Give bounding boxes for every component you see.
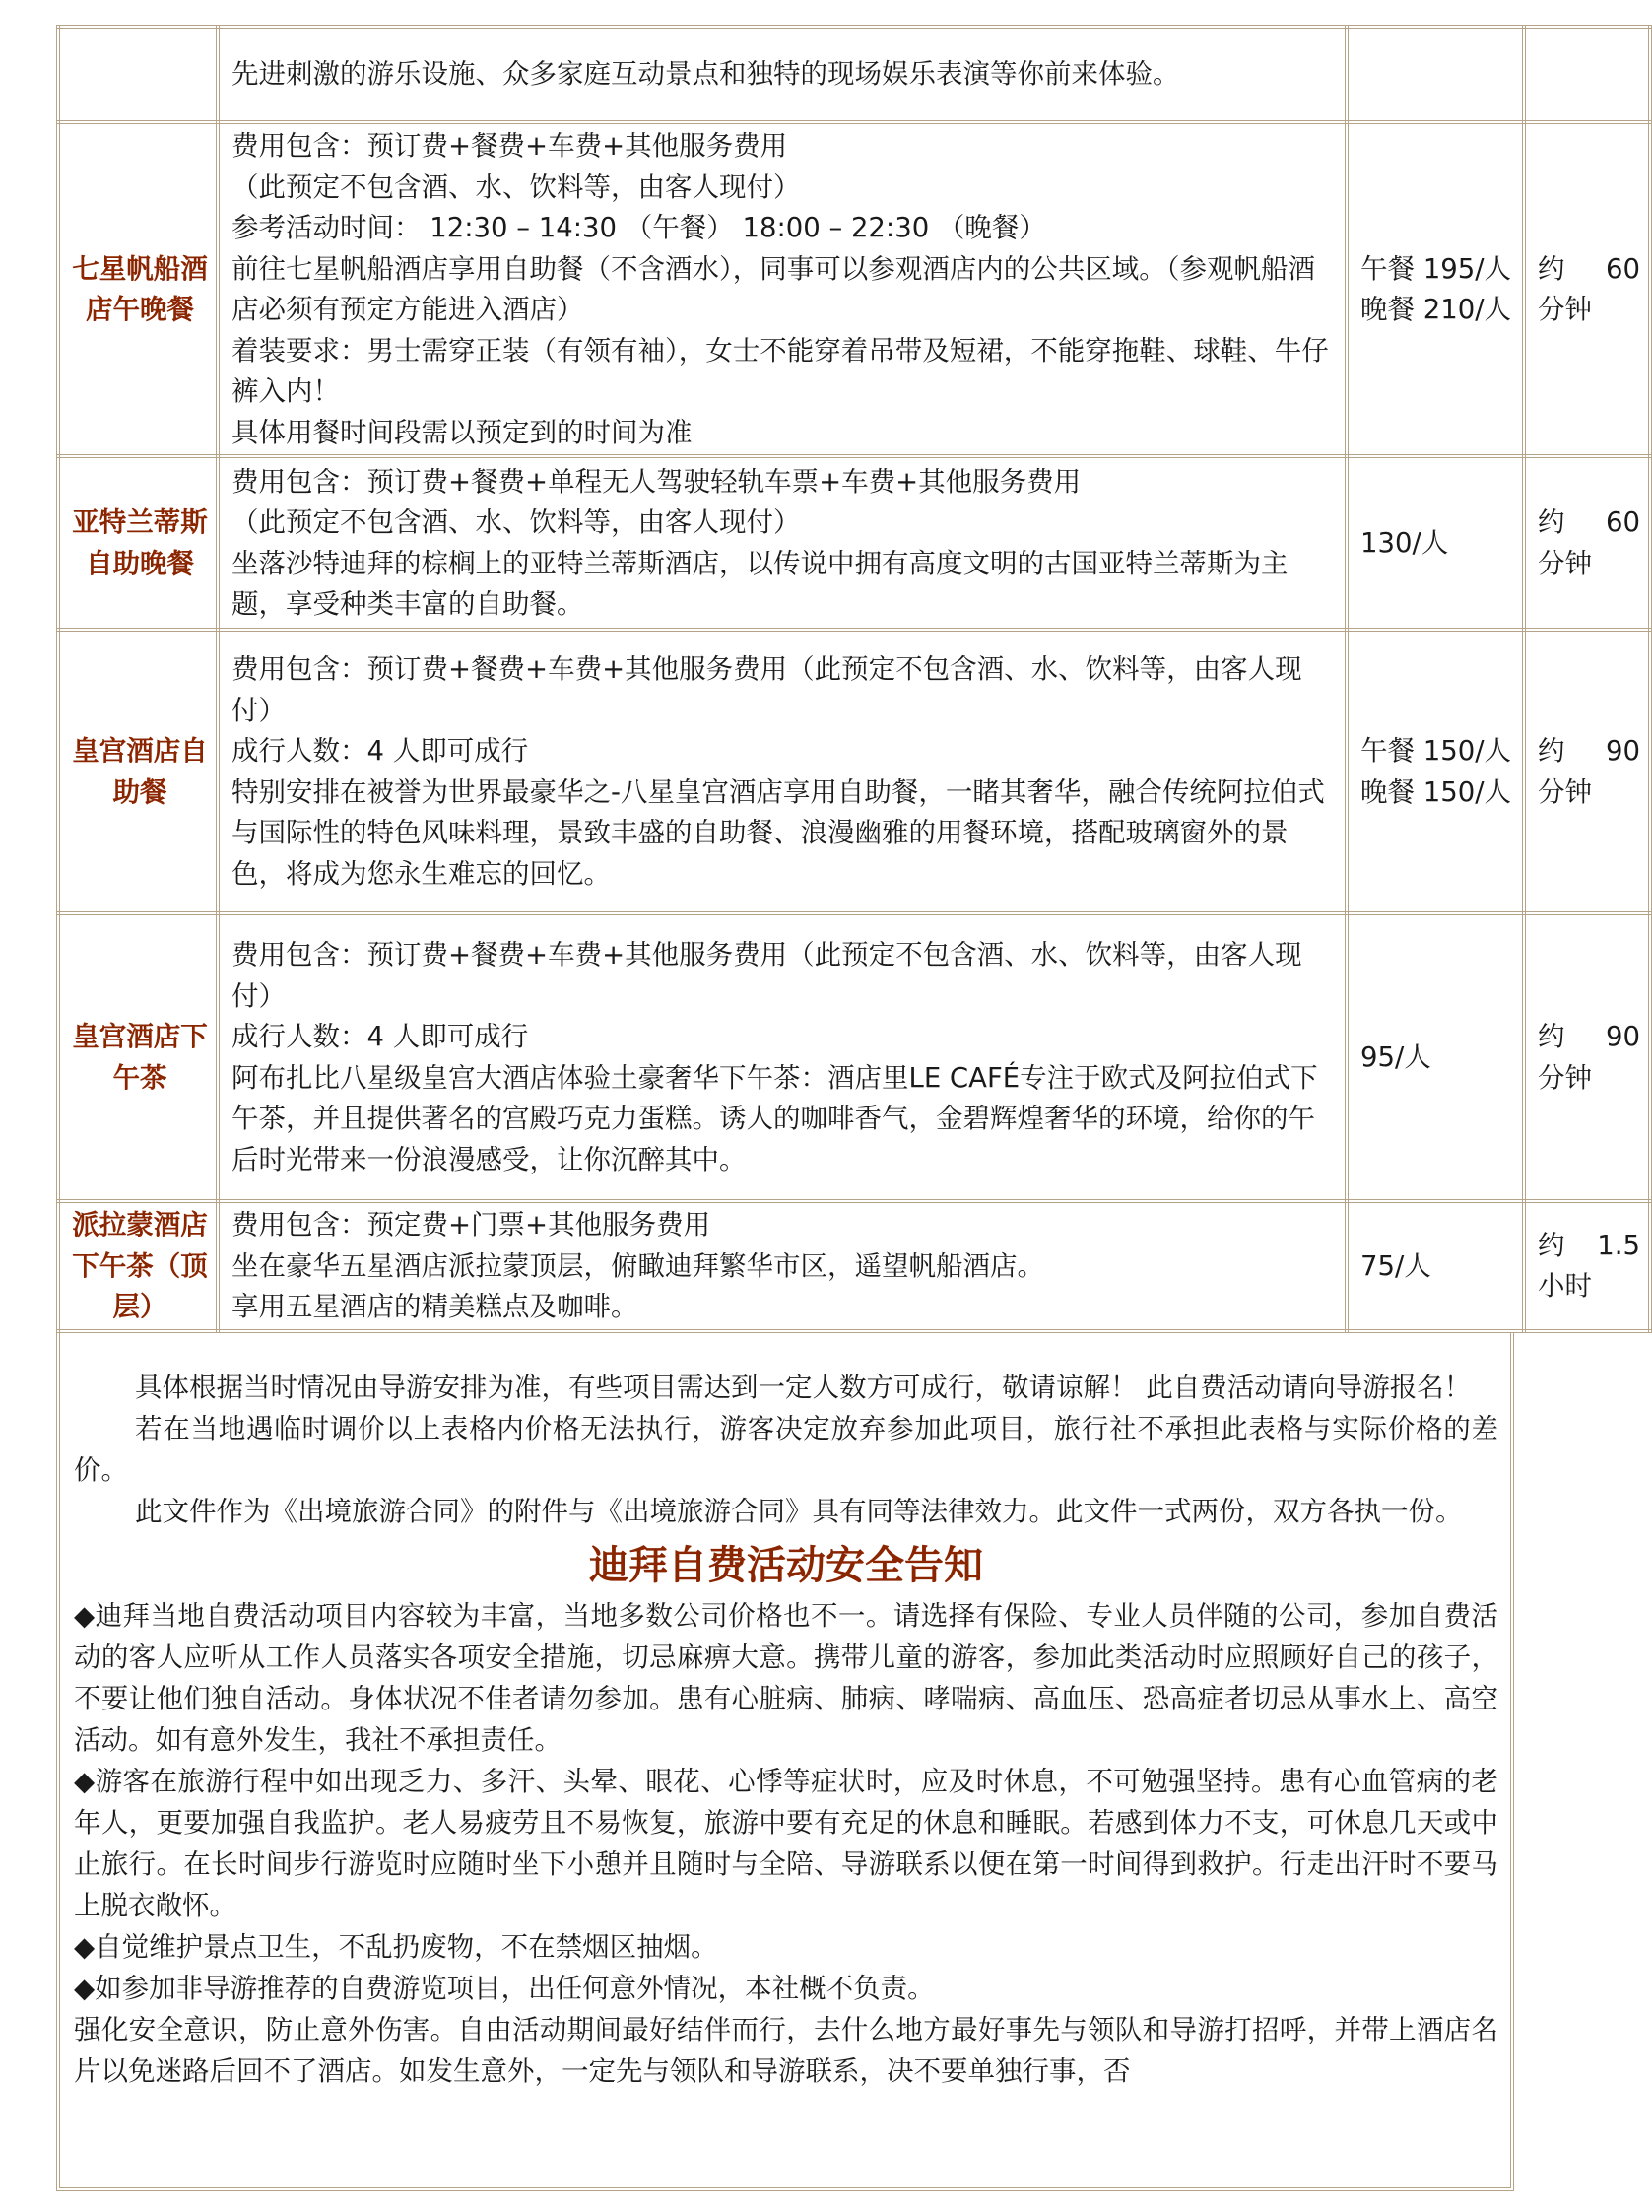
activity-duration: 约 90 分钟 — [1524, 913, 1650, 1201]
activity-duration — [1524, 27, 1650, 122]
activity-name: 派拉蒙酒店下午茶（顶层） — [58, 1201, 218, 1331]
table-row — [58, 456, 1650, 630]
safety-item: ◆如参加非导游推荐的自费游览项目，出任何意外情况，本社概不负责。 — [74, 1972, 935, 2004]
safety-item: ◆迪拜当地自费活动项目内容较为丰富，当地多数公司价格也不一。请选择有保险、专业人员伴随的公司，参加自费活动的客人应听从工作人员落实各项安全措施，切忌麻痹大意。携带儿童的游客，参加此类活动时应照顾好自己的孩子，不要让他们独自活动。身体状况不佳者请勿参加。患有心脏病、肺病、哮喘病、高血压、恐高症者切忌从事水上、高空活动。如有意外发生，我社不承担责任。 — [74, 1599, 1498, 1756]
safety-item: ◆自觉维护景点卫生，不乱扔废物，不在禁烟区抽烟。 — [74, 1930, 718, 1963]
activity-price: 午餐 150/人 晚餐 150/人 — [1347, 630, 1524, 913]
note-paragraph: 若在当地遇临时调价以上表格内价格无法执行，游客决定放弃参加此项目，旅行社不承担此表格与实际价格的差价。 — [74, 1412, 1498, 1486]
notes-section — [56, 1333, 1514, 2191]
safety-notice-title: 迪拜自费活动安全告知 — [589, 1541, 983, 1588]
activity-duration: 约 60 分钟 — [1524, 122, 1650, 456]
document-page — [56, 25, 1640, 2191]
self-paid-activities-table — [56, 25, 1652, 1333]
activity-duration: 约 1.5 小时 — [1524, 1201, 1650, 1331]
activity-price — [1347, 27, 1524, 122]
table-row — [58, 913, 1650, 1201]
activity-price: 95/人 — [1347, 913, 1524, 1201]
activity-description: 费用包含：预订费+餐费+车费+其他服务费用（此预定不包含酒、水、饮料等，由客人现付） 成行人数：4 人即可成行 特别安排在被誉为世界最豪华之-八星皇宫酒店享用自助餐，一睹其奢华，融合传统阿拉伯式与国际性的特色风味料理，景致丰盛的自助餐、浪漫幽雅的用餐环境，搭配玻璃窗外的景色，将成为您永生难忘的回忆。 — [218, 630, 1347, 913]
activity-name: 亚特兰蒂斯自助晚餐 — [58, 456, 218, 630]
table-row — [58, 122, 1650, 456]
note-paragraph: 具体根据当时情况由导游安排为准，有些项目需达到一定人数方可成行，敬请谅解！ 此自费活动请向导游报名！ — [135, 1371, 1472, 1403]
activity-price: 75/人 — [1347, 1201, 1524, 1331]
safety-item: 强化安全意识，防止意外伤害。自由活动期间最好结伴而行，去什么地方最好事先与领队和导游打招呼，并带上酒店名片以免迷路后回不了酒店。如发生意外，一定先与领队和导游联系，决不要单独行事，否 — [74, 2013, 1498, 2087]
activity-description: 费用包含：预订费+餐费+车费+其他服务费用（此预定不包含酒、水、饮料等，由客人现付） 成行人数：4 人即可成行 阿布扎比八星级皇宫大酒店体验土豪奢华下午茶：酒店里LE CAFÉ专注于欧式及阿拉伯式下午茶，并且提供著名的宫殿巧克力蛋糕。诱人的咖啡香气，金碧辉煌奢华的环境，给你的午后时光带来一份浪漫感受，让你沉醉其中。 — [218, 913, 1347, 1201]
note-paragraph: 此文件作为《出境旅游合同》的附件与《出境旅游合同》具有同等法律效力。此文件一式两份，双方各执一份。 — [135, 1495, 1463, 1527]
activity-description: 先进刺激的游乐设施、众多家庭互动景点和独特的现场娱乐表演等你前来体验。 — [218, 27, 1347, 122]
activity-description: 费用包含：预订费+餐费+车费+其他服务费用 （此预定不包含酒、水、饮料等，由客人现付） 参考活动时间： 12:30 – 14:30 （午餐） 18:00 – 22:30 （晚餐） 前往七星帆船酒店享用自助餐（不含酒水），同事可以参观酒店内的公共区域。（参观帆船酒店必须有预定方能进入酒店） 着装要求：男士需穿正装（有领有袖），女士不能穿着吊带及短裙，不能穿拖鞋、球鞋、牛仔裤入内！ 具体用餐时间段需以预定到的时间为准 — [218, 122, 1347, 456]
table-row — [58, 1201, 1650, 1331]
activity-price: 130/人 — [1347, 456, 1524, 630]
safety-item: ◆游客在旅游行程中如出现乏力、多汗、头晕、眼花、心悸等症状时，应及时休息，不可勉强坚持。患有心血管病的老年人，更要加强自我监护。老人易疲劳且不易恢复，旅游中要有充足的休息和睡眠。若感到体力不支，可休息几天或中止旅行。在长时间步行游览时应随时坐下小憩并且随时与全陪、导游联系以便在第一时间得到救护。行走出汗时不要马上脱衣敞怀。 — [74, 1765, 1498, 1921]
activity-price: 午餐 195/人 晚餐 210/人 — [1347, 122, 1524, 456]
activity-name: 七星帆船酒店午晚餐 — [58, 122, 218, 456]
activity-name: 皇宫酒店自助餐 — [58, 630, 218, 913]
activity-description: 费用包含：预订费+餐费+单程无人驾驶轻轨车票+车费+其他服务费用 （此预定不包含酒、水、饮料等，由客人现付） 坐落沙特迪拜的棕榈上的亚特兰蒂斯酒店，以传说中拥有高度文明的古国亚特兰蒂斯为主题，享受种类丰富的自助餐。 — [218, 456, 1347, 630]
table-row — [58, 630, 1650, 913]
activity-duration: 约 90 分钟 — [1524, 630, 1650, 913]
activity-description: 费用包含：预定费+门票+其他服务费用 坐在豪华五星酒店派拉蒙顶层，俯瞰迪拜繁华市区，遥望帆船酒店。 享用五星酒店的精美糕点及咖啡。 — [218, 1201, 1347, 1331]
activity-name: 皇宫酒店下午茶 — [58, 913, 218, 1201]
activity-name — [58, 27, 218, 122]
table-row — [58, 27, 1650, 122]
activity-duration: 约 60 分钟 — [1524, 456, 1650, 630]
